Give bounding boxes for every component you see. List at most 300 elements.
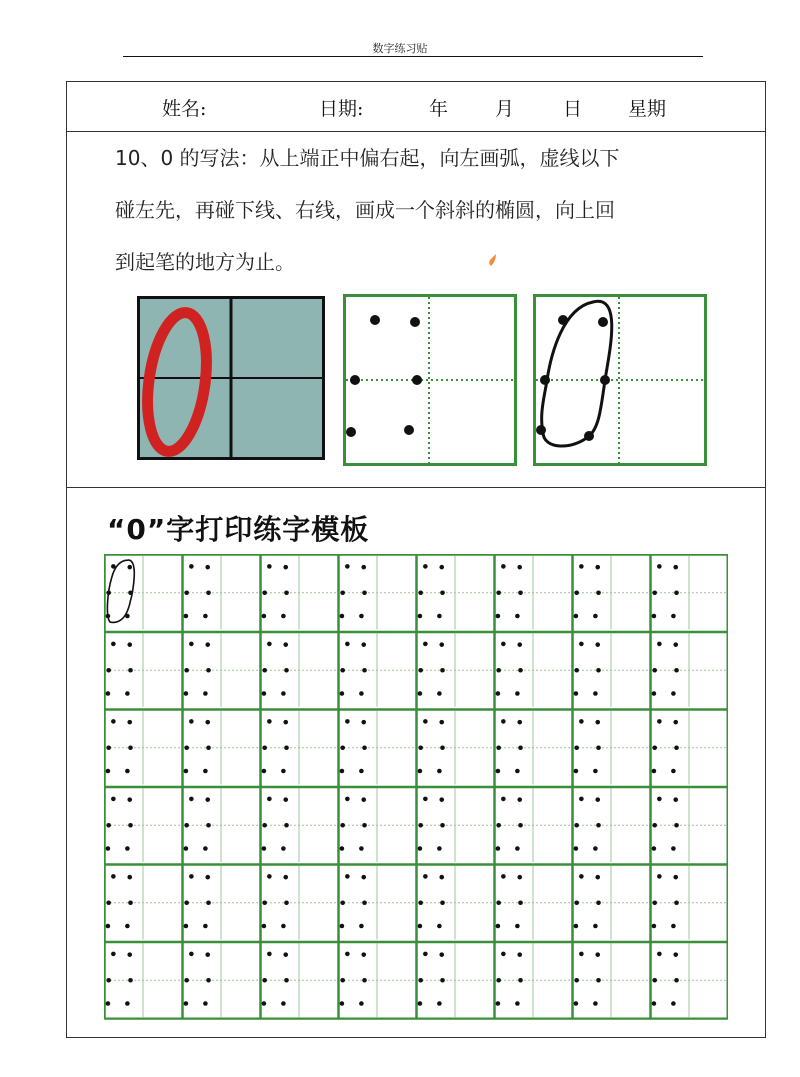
guide-dot: [125, 846, 130, 851]
guide-dot: [345, 874, 350, 879]
guide-dot: [671, 1001, 676, 1006]
guide-dot: [501, 874, 506, 879]
guide-dot: [671, 691, 676, 696]
guide-dot: [340, 590, 345, 595]
guide-dot: [125, 1001, 130, 1006]
guide-dot: [496, 978, 501, 983]
guide-dot: [106, 769, 111, 774]
guide-dot: [127, 565, 132, 570]
guide-dot: [671, 769, 676, 774]
guide-dot: [515, 924, 520, 929]
guide-dot: [125, 691, 130, 696]
guide-dot: [184, 900, 189, 905]
guide-dot: [284, 823, 289, 828]
guide-dot: [203, 846, 208, 851]
guide-dot: [340, 614, 345, 619]
guide-dot: [184, 745, 189, 750]
guide-dot: [340, 823, 345, 828]
guide-dot: [283, 875, 288, 880]
guide-dot: [340, 668, 345, 673]
guide-dot: [657, 797, 662, 802]
guide-dot: [283, 797, 288, 802]
guide-dot: [262, 745, 267, 750]
guide-dot: [206, 745, 211, 750]
guide-dot: [595, 797, 600, 802]
guide-dot: [673, 720, 678, 725]
guide-dot: [362, 745, 367, 750]
guide-dot: [652, 1001, 657, 1006]
guide-dot: [440, 590, 445, 595]
guide-dot: [361, 797, 366, 802]
guide-dot: [673, 642, 678, 647]
month-label: 月: [495, 98, 515, 120]
guide-dot: [267, 874, 272, 879]
guide-dot: [128, 823, 133, 828]
guide-dot: [593, 1001, 598, 1006]
guide-dot: [125, 924, 130, 929]
guide-dot: [267, 642, 272, 647]
guide-dot: [203, 1001, 208, 1006]
guide-dot: [189, 952, 194, 957]
guide-dot: [203, 924, 208, 929]
guide-dot: [501, 952, 506, 957]
guide-dot: [284, 668, 289, 673]
guide-dot: [418, 668, 423, 673]
guide-dot: [203, 769, 208, 774]
guide-dot: [593, 691, 598, 696]
guide-dot: [362, 900, 367, 905]
guide-dot: [345, 797, 350, 802]
guide-dot: [574, 978, 579, 983]
guide-dot: [423, 642, 428, 647]
guide-dot: [652, 846, 657, 851]
guide-dot: [574, 668, 579, 673]
guide-dot: [127, 720, 132, 725]
guide-dot: [517, 797, 522, 802]
guide-dot: [359, 769, 364, 774]
guide-dot: [652, 691, 657, 696]
guide-dot: [284, 590, 289, 595]
guide-dot: [262, 924, 267, 929]
guide-dot: [579, 797, 584, 802]
guide-dot: [652, 769, 657, 774]
guide-dot: [206, 978, 211, 983]
guide-dot: [423, 952, 428, 957]
name-label: 姓名:: [162, 98, 207, 120]
guide-dot: [596, 668, 601, 673]
guide-dot: [362, 823, 367, 828]
guide-dot: [595, 720, 600, 725]
guide-dot: [593, 614, 598, 619]
guide-dot: [418, 590, 423, 595]
guide-dot: [418, 769, 423, 774]
practice-template-section: [67, 488, 765, 1039]
guide-dot: [437, 846, 442, 851]
guide-dot: [189, 797, 194, 802]
guide-dot: [345, 719, 350, 724]
guide-dot: [439, 797, 444, 802]
template-title: “0”字打印练字模板: [107, 513, 370, 546]
orange-marker-icon: [483, 248, 503, 268]
guide-dot: [267, 564, 272, 569]
guide-dot: [423, 874, 428, 879]
guide-dot: [340, 745, 345, 750]
guide-dot: [440, 978, 445, 983]
guide-dot: [361, 720, 366, 725]
guide-dot: [674, 900, 679, 905]
guide-dot: [361, 952, 366, 957]
guide-dot: [418, 745, 423, 750]
guide-dot: [262, 978, 267, 983]
guide-dot: [205, 875, 210, 880]
guide-dot: [596, 590, 601, 595]
guide-dot: [574, 1001, 579, 1006]
guide-dot: [671, 614, 676, 619]
guide-dot: [128, 745, 133, 750]
guide-dot: [579, 719, 584, 724]
guide-dot: [574, 846, 579, 851]
guide-dot: [262, 1001, 267, 1006]
guide-dot: [184, 614, 189, 619]
guide-dot: [418, 823, 423, 828]
guide-dot: [340, 1001, 345, 1006]
guide-dot: [423, 564, 428, 569]
guide-dot: [127, 875, 132, 880]
guide-dot: [262, 614, 267, 619]
guide-dot: [437, 769, 442, 774]
guide-dot: [206, 668, 211, 673]
guide-dot: [111, 797, 116, 802]
guide-dot: [418, 924, 423, 929]
guide-dot: [340, 691, 345, 696]
guide-dot: [652, 614, 657, 619]
guide-dot: [496, 823, 501, 828]
guide-dot: [184, 668, 189, 673]
guide-dot: [189, 564, 194, 569]
guide-dot: [652, 978, 657, 983]
guide-dot: [595, 565, 600, 570]
guide-dot: [184, 846, 189, 851]
guide-dot: [267, 952, 272, 957]
guide-dot: [674, 590, 679, 595]
guide-dot: [673, 875, 678, 880]
guide-dot: [106, 900, 111, 905]
guide-dot: [437, 614, 442, 619]
guide-dot: [340, 769, 345, 774]
guide-dot: [359, 846, 364, 851]
guide-dot: [437, 924, 442, 929]
guide-dot: [340, 978, 345, 983]
guide-dot: [673, 565, 678, 570]
guide-dot: [418, 1001, 423, 1006]
guide-dot: [184, 590, 189, 595]
guide-dot: [340, 924, 345, 929]
guide-dot: [111, 874, 116, 879]
guide-dot: [501, 797, 506, 802]
guide-dot: [184, 924, 189, 929]
guide-dot: [283, 642, 288, 647]
guide-dot: [501, 719, 506, 724]
guide-dot: [439, 565, 444, 570]
guide-dot: [595, 952, 600, 957]
demo-connected-zero-panel: [533, 294, 707, 466]
guide-dot: [517, 642, 522, 647]
guide-dot: [652, 745, 657, 750]
guide-dot: [128, 668, 133, 673]
info-row: [67, 82, 765, 132]
guide-dot: [361, 642, 366, 647]
writing-method-section: [67, 132, 765, 488]
guide-dot: [439, 952, 444, 957]
guide-dot: [496, 924, 501, 929]
guide-dot: [515, 614, 520, 619]
guide-dot: [184, 823, 189, 828]
guide-dot: [106, 668, 111, 673]
guide-dot: [340, 900, 345, 905]
guide-dot: [340, 846, 345, 851]
guide-dot: [359, 924, 364, 929]
description-line: 10、0 的写法：从上端正中偏右起，向左画弧，虚线以下: [115, 146, 620, 170]
guide-dot: [579, 952, 584, 957]
guide-dot: [283, 720, 288, 725]
guide-dot: [671, 924, 676, 929]
guide-dot: [106, 823, 111, 828]
guide-dot: [262, 590, 267, 595]
guide-dot: [281, 846, 286, 851]
guide-dot: [437, 1001, 442, 1006]
guide-dot: [496, 745, 501, 750]
guide-dot: [440, 668, 445, 673]
guide-dot: [439, 720, 444, 725]
guide-dot: [284, 900, 289, 905]
guide-dot: [111, 719, 116, 724]
guide-dot: [674, 823, 679, 828]
guide-dot: [501, 564, 506, 569]
guide-dot: [359, 1001, 364, 1006]
guide-dot: [418, 691, 423, 696]
guide-dot: [437, 691, 442, 696]
guide-dot: [423, 719, 428, 724]
guide-dot: [203, 691, 208, 696]
guide-dot: [652, 590, 657, 595]
guide-dot: [205, 642, 210, 647]
guide-dot: [205, 952, 210, 957]
guide-dot: [203, 614, 208, 619]
guide-dot: [593, 846, 598, 851]
guide-dot: [518, 978, 523, 983]
date-label: 日期:: [319, 98, 364, 120]
guide-dot: [362, 978, 367, 983]
guide-dot: [189, 642, 194, 647]
guide-dot: [281, 691, 286, 696]
guide-dot: [673, 952, 678, 957]
guide-dot: [359, 614, 364, 619]
guide-dot: [418, 846, 423, 851]
guide-dot: [189, 719, 194, 724]
guide-dot: [440, 900, 445, 905]
guide-dot: [362, 590, 367, 595]
guide-dot: [205, 720, 210, 725]
guide-dot: [262, 900, 267, 905]
guide-dot: [574, 614, 579, 619]
worksheet-header-rule: [123, 56, 703, 57]
guide-dot: [205, 565, 210, 570]
guide-dot: [517, 952, 522, 957]
guide-dot: [206, 823, 211, 828]
guide-dot: [345, 564, 350, 569]
guide-dot: [267, 719, 272, 724]
guide-dot: [515, 1001, 520, 1006]
guide-dot: [657, 874, 662, 879]
guide-dot: [127, 797, 132, 802]
guide-dot: [518, 823, 523, 828]
guide-dot: [501, 642, 506, 647]
guide-dot: [106, 978, 111, 983]
guide-dot: [674, 668, 679, 673]
guide-dot: [281, 1001, 286, 1006]
guide-dot: [574, 823, 579, 828]
guide-dot: [128, 978, 133, 983]
guide-dot: [657, 719, 662, 724]
guide-dot: [517, 565, 522, 570]
guide-dot: [127, 952, 132, 957]
guide-dot: [281, 769, 286, 774]
guide-dot: [345, 642, 350, 647]
guide-dot: [595, 875, 600, 880]
guide-dot: [106, 745, 111, 750]
guide-dot: [281, 614, 286, 619]
guide-dot: [515, 846, 520, 851]
guide-dot: [496, 691, 501, 696]
worksheet-sheet: [66, 81, 766, 1038]
guide-dot: [106, 1001, 111, 1006]
guide-dot: [262, 691, 267, 696]
guide-dot: [184, 691, 189, 696]
guide-dot: [111, 642, 116, 647]
guide-dot: [423, 797, 428, 802]
guide-dot: [596, 900, 601, 905]
guide-dot: [262, 668, 267, 673]
guide-dot: [657, 952, 662, 957]
guide-dot: [593, 769, 598, 774]
guide-dot: [596, 978, 601, 983]
guide-dot: [574, 900, 579, 905]
weekday-label: 星期: [628, 98, 667, 120]
guide-dot: [496, 614, 501, 619]
guide-dot: [596, 745, 601, 750]
guide-dot: [440, 745, 445, 750]
guide-dot: [652, 823, 657, 828]
guide-dot: [281, 924, 286, 929]
worksheet-header-title: 数字练习贴: [372, 42, 428, 55]
guide-dot: [579, 874, 584, 879]
guide-dot: [652, 900, 657, 905]
guide-dot: [262, 769, 267, 774]
guide-dot: [496, 900, 501, 905]
demo-dot-points-panel: [343, 294, 517, 466]
guide-dot: [206, 590, 211, 595]
guide-dot: [596, 823, 601, 828]
guide-dot: [574, 590, 579, 595]
guide-dot: [674, 978, 679, 983]
day-label: 日: [563, 98, 583, 120]
guide-dot: [284, 978, 289, 983]
guide-dot: [418, 614, 423, 619]
guide-dot: [517, 720, 522, 725]
guide-dot: [579, 642, 584, 647]
guide-dot: [111, 952, 116, 957]
guide-dot: [673, 797, 678, 802]
guide-dot: [283, 952, 288, 957]
guide-dot: [518, 590, 523, 595]
guide-dot: [439, 642, 444, 647]
guide-dot: [283, 565, 288, 570]
guide-dot: [574, 769, 579, 774]
guide-dot: [574, 924, 579, 929]
description-line: 到起笔的地方为止。: [115, 250, 295, 274]
guide-dot: [440, 823, 445, 828]
guide-dot: [359, 691, 364, 696]
guide-dot: [652, 668, 657, 673]
guide-dot: [128, 900, 133, 905]
description-line: 碰左先，再碰下线、右线，画成一个斜斜的椭圆，向上回: [115, 198, 615, 222]
guide-dot: [361, 875, 366, 880]
guide-dot: [125, 769, 130, 774]
guide-dot: [579, 564, 584, 569]
guide-dot: [106, 924, 111, 929]
guide-dot: [515, 769, 520, 774]
guide-dot: [262, 846, 267, 851]
guide-dot: [574, 691, 579, 696]
guide-dot: [184, 769, 189, 774]
demo-zero-stroke-panel: [137, 296, 325, 460]
guide-dot: [657, 564, 662, 569]
guide-dot: [496, 769, 501, 774]
guide-dot: [106, 691, 111, 696]
guide-dot: [418, 978, 423, 983]
guide-dot: [496, 846, 501, 851]
guide-dot: [518, 745, 523, 750]
guide-dot: [362, 668, 367, 673]
guide-dot: [184, 1001, 189, 1006]
guide-dot: [517, 875, 522, 880]
guide-dot: [418, 900, 423, 905]
guide-dot: [345, 952, 350, 957]
guide-dot: [284, 745, 289, 750]
guide-dot: [206, 900, 211, 905]
year-label: 年: [429, 98, 449, 120]
guide-dot: [671, 846, 676, 851]
guide-dot: [518, 900, 523, 905]
guide-dot: [574, 745, 579, 750]
guide-dot: [106, 846, 111, 851]
guide-dot: [267, 797, 272, 802]
guide-dot: [361, 565, 366, 570]
practice-grid: [104, 554, 728, 1020]
guide-dot: [595, 642, 600, 647]
guide-dot: [518, 668, 523, 673]
guide-dot: [674, 745, 679, 750]
guide-dot: [127, 642, 132, 647]
guide-dot: [593, 924, 598, 929]
guide-dot: [657, 642, 662, 647]
guide-dot: [515, 691, 520, 696]
guide-dot: [189, 874, 194, 879]
guide-dot: [205, 797, 210, 802]
guide-dot: [439, 875, 444, 880]
guide-dot: [496, 1001, 501, 1006]
guide-dot: [496, 668, 501, 673]
